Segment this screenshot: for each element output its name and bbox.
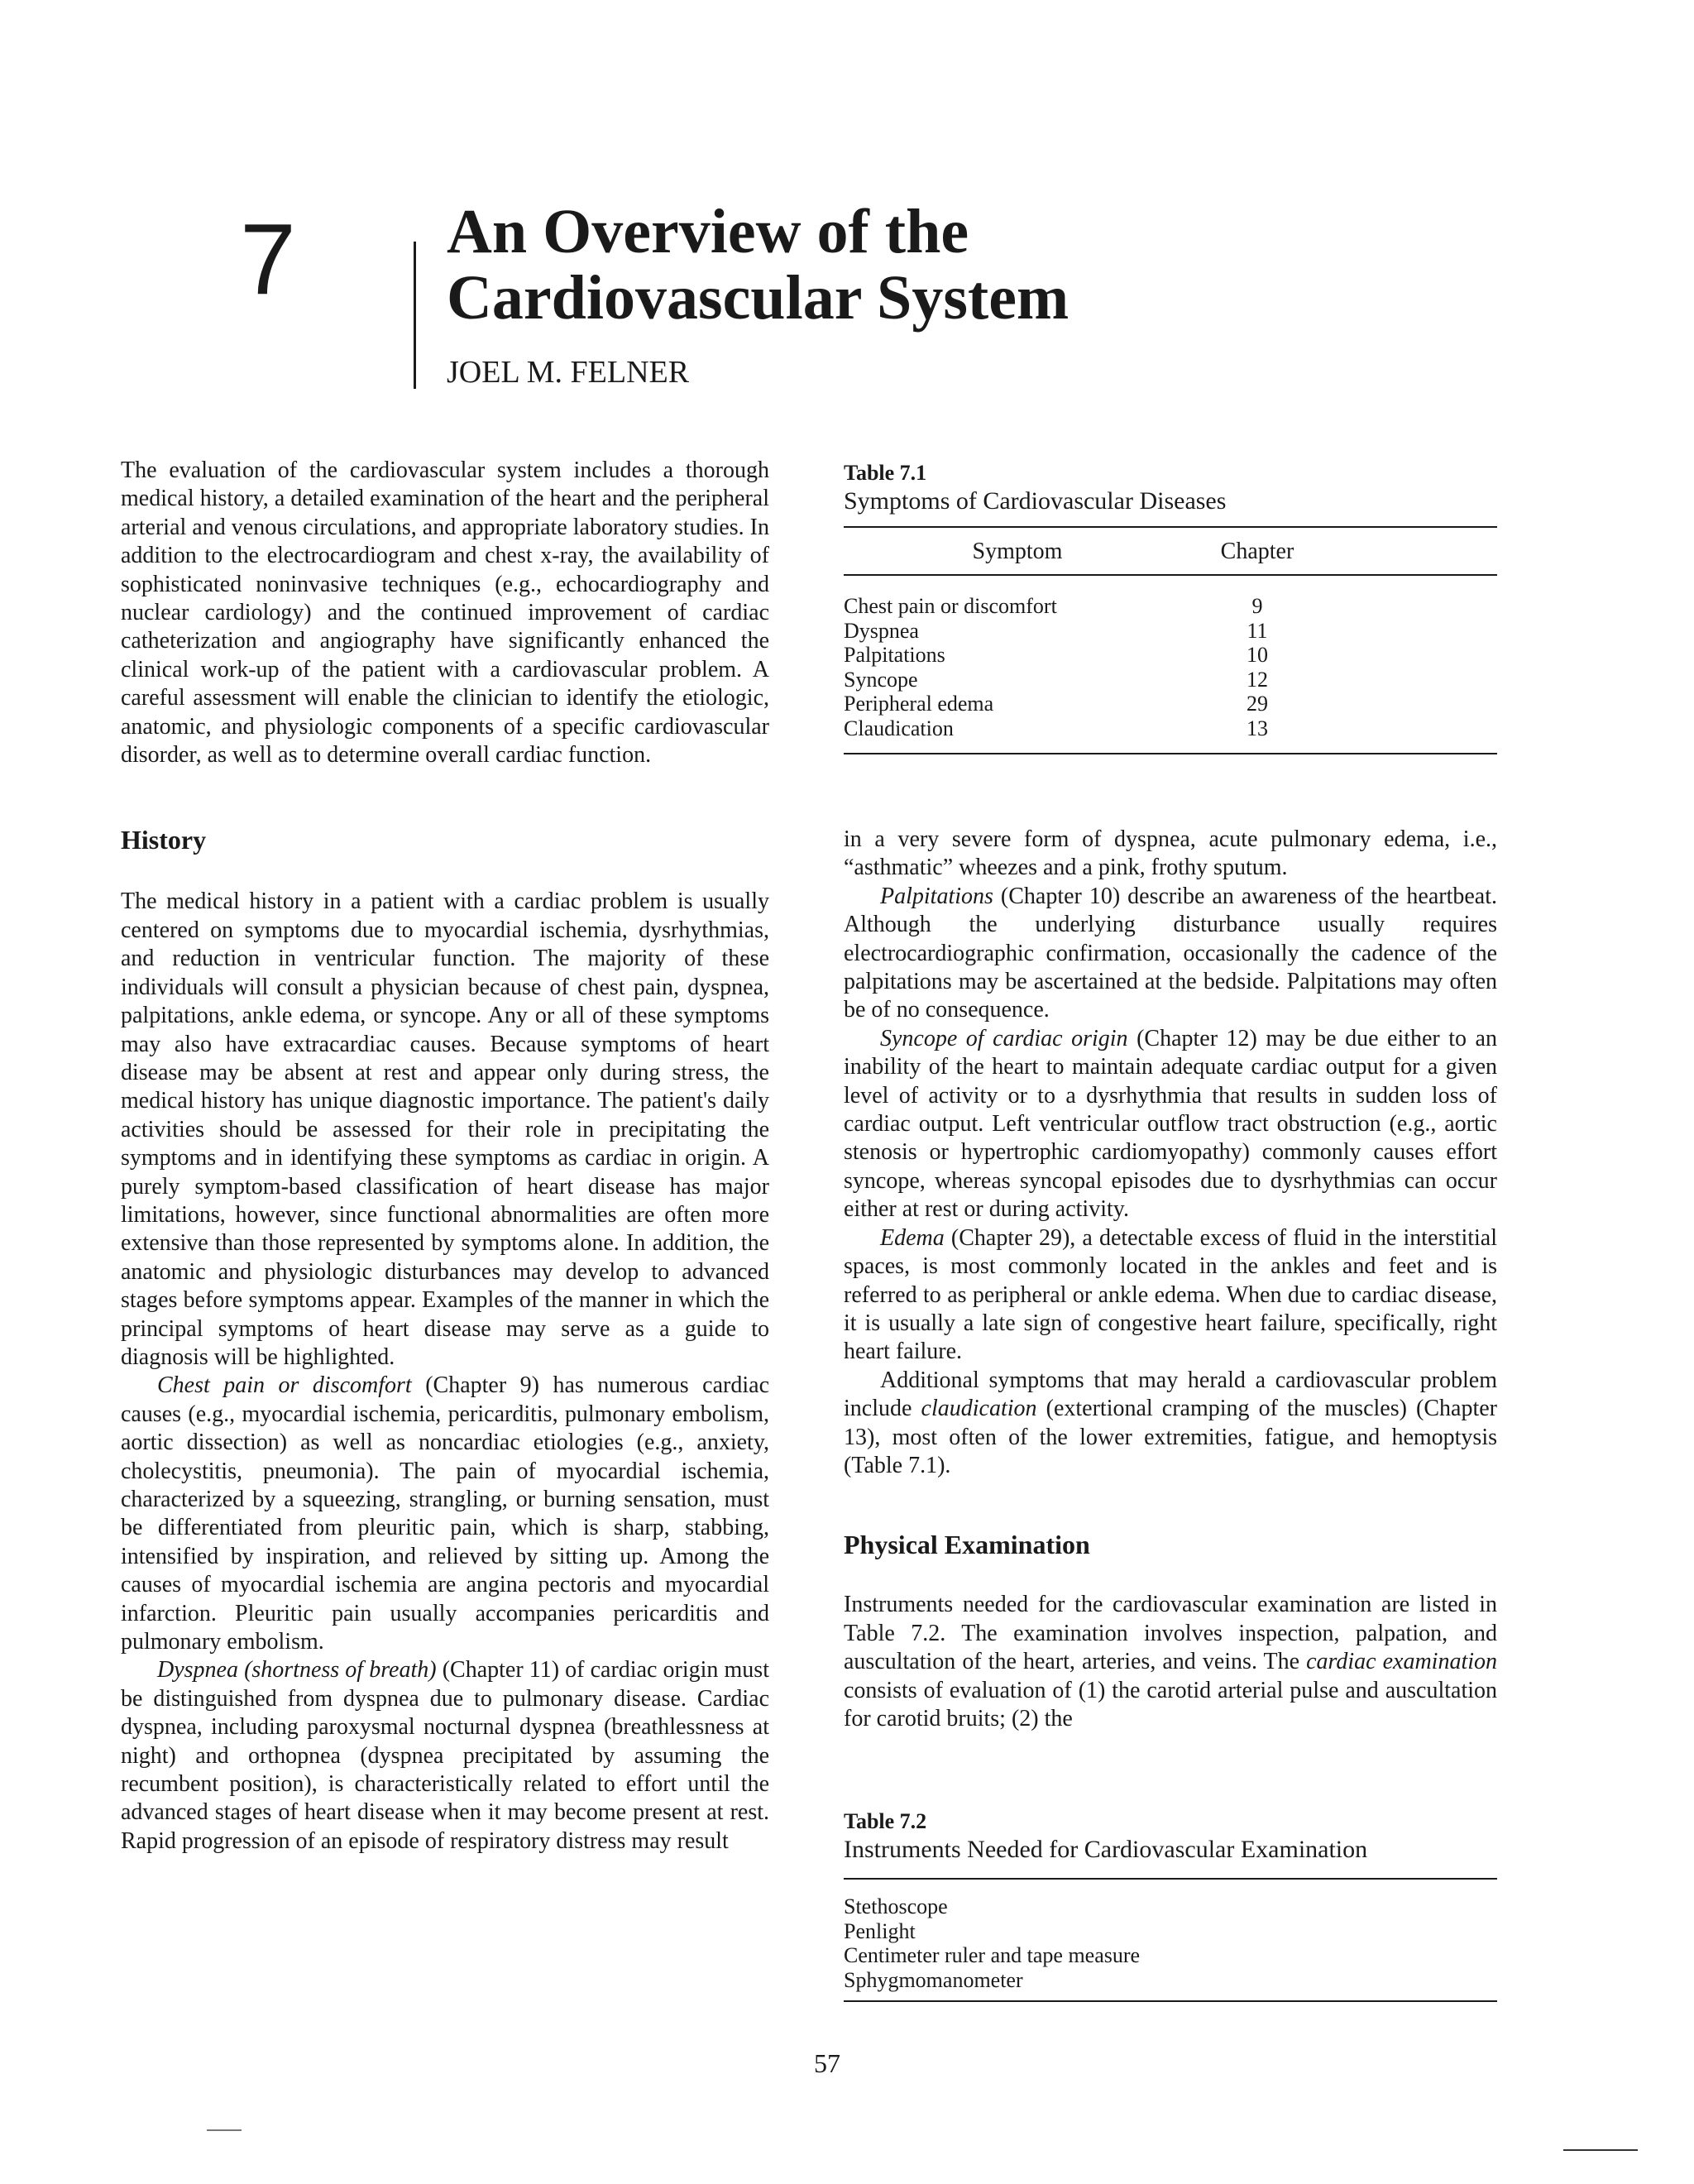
additional-symptoms-lead: Additional symptoms that may herald a cardiovascular problem include — [844, 1367, 1497, 1422]
chapter-number: 7 — [240, 203, 296, 315]
chapter-author: JOEL M. FELNER — [447, 355, 690, 390]
table-7-1-bottom-rule — [844, 753, 1497, 754]
table-cell-chapter: 13 — [1247, 716, 1268, 740]
syncope-paragraph — [844, 1025, 1497, 1224]
edema-text: (Chapter 29), a detectable excess of fluid in the interstitial spaces, is most commonly located in the ankles and feet and is referred to as peripheral or ankle edema. When due to cardiac disease, it is usually a late sign of congestive heart failure, specifically, right heart failure. — [844, 1224, 1497, 1365]
left-column — [121, 457, 769, 1856]
table-cell-chapter: 29 — [1247, 692, 1268, 716]
additional-symptoms-text: (extertional cramping of the muscles) (Chapter 13), most often of the lower extremities, fatigue, and hemoptysis (Table 7.1). — [844, 1396, 1497, 1478]
palpitations-paragraph — [844, 883, 1497, 1025]
chest-pain-term: Chest pain or discomfort — [157, 1372, 412, 1399]
table-cell-symptom: Peripheral edema — [844, 692, 994, 716]
table-7-1-caption: Symptoms of Cardiovascular Diseases — [844, 487, 1227, 515]
table-7-1-label: Table 7.1 — [844, 461, 927, 485]
palpitations-text: (Chapter 10) describe an awareness of the heartbeat. Although the underlying disturbance usually requires electrocardiographic confirmation, occasionally the cadence of the palpitations may be ascertained at the bedside. Palpitations may often be of no consequence. — [844, 883, 1497, 1023]
list-item: Sphygmomanometer — [844, 1967, 1023, 1992]
table-7-1-body — [844, 594, 1497, 741]
scan-artifact-mark — [207, 2129, 242, 2131]
syncope-text: (Chapter 12) may be due either to an inability of the heart to maintain adequate cardiac output for a given level of activity or to a dysrhythmia that results in sudden loss of cardiac output. Left ventricular outflow tract obstruction (e.g., aortic stenosis or hypertrophic cardiomyopathy) commonly causes effort syncope, whereas syncopal episodes due to dysrhythmias can occur either at rest or during activity. — [844, 1025, 1497, 1223]
physical-examination-heading: Physical Examination — [844, 1530, 1090, 1560]
page-number: 57 — [814, 2048, 840, 2078]
table-7-2-caption: Instruments Needed for Cardiovascular Examination — [844, 1836, 1368, 1863]
right-column — [844, 826, 1497, 1733]
cardiac-examination-term: cardiac examination — [1306, 1649, 1498, 1675]
table-row — [844, 668, 1497, 692]
table-7-1-chapter-header: Chapter — [1220, 539, 1294, 564]
physical-examination-paragraph — [844, 1591, 1497, 1733]
history-heading: History — [121, 825, 207, 855]
physical-examination-lead: Instruments needed for the cardiovascular examination are listed in Table 7.2. The examination involves inspection, palpation, and auscultation of the heart, arteries, and veins. The — [844, 1592, 1497, 1675]
table-cell-symptom: Palpitations — [844, 643, 945, 668]
table-cell-chapter: 12 — [1247, 667, 1268, 692]
syncope-term: Syncope of cardiac origin — [880, 1025, 1128, 1051]
table-row — [844, 692, 1497, 716]
intro-paragraph: The evaluation of the cardiovascular system includes a thorough medical history, a detailed examination of the heart and the peripheral arterial and venous circulations, and appropriate laboratory studies. In addition to the electrocardiogram and chest x-ray, the availability of sophisticated noninvasive techniques (e.g., echocardiography and nuclear cardiology) and the continued improvement of cardiac catheterization and angiography have significantly enhanced the clinical work-up of the patient with a cardiovascular problem. A careful assessment will enable the clinician to identify the etiologic, anatomic, and physiologic components of a specific cardiovascular disorder, as well as to determine overall cardiac function. — [121, 457, 769, 769]
table-cell-symptom: Dyspnea — [844, 618, 919, 643]
dyspnea-continuation: in a very severe form of dyspnea, acute pulmonary edema, i.e., “asthmatic” wheezes and a pink, frothy sputum. — [844, 826, 1497, 881]
history-paragraph: The medical history in a patient with a cardiac problem is usually centered on symptoms due to myocardial ischemia, dysrhythmias, and reduction in ventricular function. The majority of these individuals will consult a physician because of chest pain, dyspnea, palpitations, ankle edema, or syncope. Any or all of these symptoms may also have extracardiac causes. Because symptoms of heart disease may be absent at rest and appear only during stress, the medical history has unique diagnostic importance. The patient's daily activities should be assessed for their role in precipitating the symptoms and in identifying these symptoms as cardiac in origin. A purely symptom-based classification of heart disease has major limitations, however, since functional abnormalities are often more extensive than those represented by symptoms alone. In addition, the anatomic and physiologic disturbances may develop to advanced stages before symptoms appear. Examples of the manner in which the principal symptoms of heart disease may serve as a guide to diagnosis will be highlighted. — [121, 888, 769, 1370]
table-7-1-symptom-header: Symptom — [972, 539, 1063, 564]
table-7-1-header-rule — [844, 574, 1497, 576]
table-7-1-header-row — [844, 538, 1497, 566]
chest-pain-paragraph — [121, 1372, 769, 1656]
dyspnea-term: Dyspnea (shortness of breath) — [157, 1657, 437, 1684]
list-item: Penlight — [844, 1918, 916, 1943]
table-7-1 — [844, 460, 1497, 754]
table-7-2-bottom-rule — [844, 2000, 1497, 2002]
table-row — [844, 619, 1497, 644]
scan-artifact-mark — [1563, 2149, 1638, 2151]
table-cell-chapter: 9 — [1251, 594, 1263, 618]
table-cell-chapter: 10 — [1247, 643, 1268, 668]
table-row — [844, 643, 1497, 668]
chapter-title-line-1: An Overview of the — [447, 197, 969, 266]
list-item: Stethoscope — [844, 1894, 948, 1918]
table-7-2-label: Table 7.2 — [844, 1809, 927, 1833]
table-cell-symptom: Syncope — [844, 667, 918, 692]
palpitations-term: Palpitations — [880, 883, 993, 909]
table-cell-symptom: Claudication — [844, 716, 954, 740]
dyspnea-paragraph — [121, 1656, 769, 1856]
title-divider — [414, 242, 416, 389]
physical-examination-text: consists of evaluation of (1) the carotid arterial pulse and auscultation for carotid bruits; (2) the — [844, 1677, 1497, 1731]
claudication-term: claudication — [921, 1396, 1037, 1422]
table-7-2 — [844, 1808, 1497, 2002]
table-row — [844, 594, 1497, 619]
list-item: Centimeter ruler and tape measure — [844, 1943, 1141, 1968]
edema-term: Edema — [880, 1224, 945, 1251]
additional-symptoms-paragraph — [844, 1367, 1497, 1481]
table-cell-chapter: 11 — [1247, 618, 1268, 643]
chest-pain-text: (Chapter 9) has numerous cardiac causes (e.g., myocardial ischemia, pericarditis, pulmonary embolism, aortic dissection) as well as noncardiac etiologies (e.g., anxiety, cholecystitis, pneumonia). The pain of myocardial ischemia, characterized by a squeezing, strangling, or burning sensation, must be differentiated from pleuritic pain, which is sharp, stabbing, intensified by inspiration, and relieved by sitting up. Among the causes of myocardial ischemia are angina pectoris and myocardial infarction. Pleuritic pain usually accompanies pericarditis and pulmonary embolism. — [121, 1372, 769, 1655]
table-7-2-top-rule — [844, 1878, 1497, 1880]
edema-paragraph — [844, 1224, 1497, 1367]
dyspnea-text: (Chapter 11) of cardiac origin must be distinguished from dyspnea due to pulmonary disease. Cardiac dyspnea, including paroxysmal nocturnal dyspnea (breathlessness at night) and orthopnea (dyspnea precipitated by assuming the recumbent position), is characteristically related to effort until the advanced stages of heart disease when it may become present at rest. Rapid progression of an episode of respiratory distress may result — [121, 1657, 769, 1854]
chapter-title-line-2: Cardiovascular System — [447, 263, 1070, 333]
table-7-1-top-rule — [844, 526, 1497, 528]
table-cell-symptom: Chest pain or discomfort — [844, 594, 1057, 618]
table-row — [844, 716, 1497, 741]
chapter-title — [447, 199, 1522, 331]
